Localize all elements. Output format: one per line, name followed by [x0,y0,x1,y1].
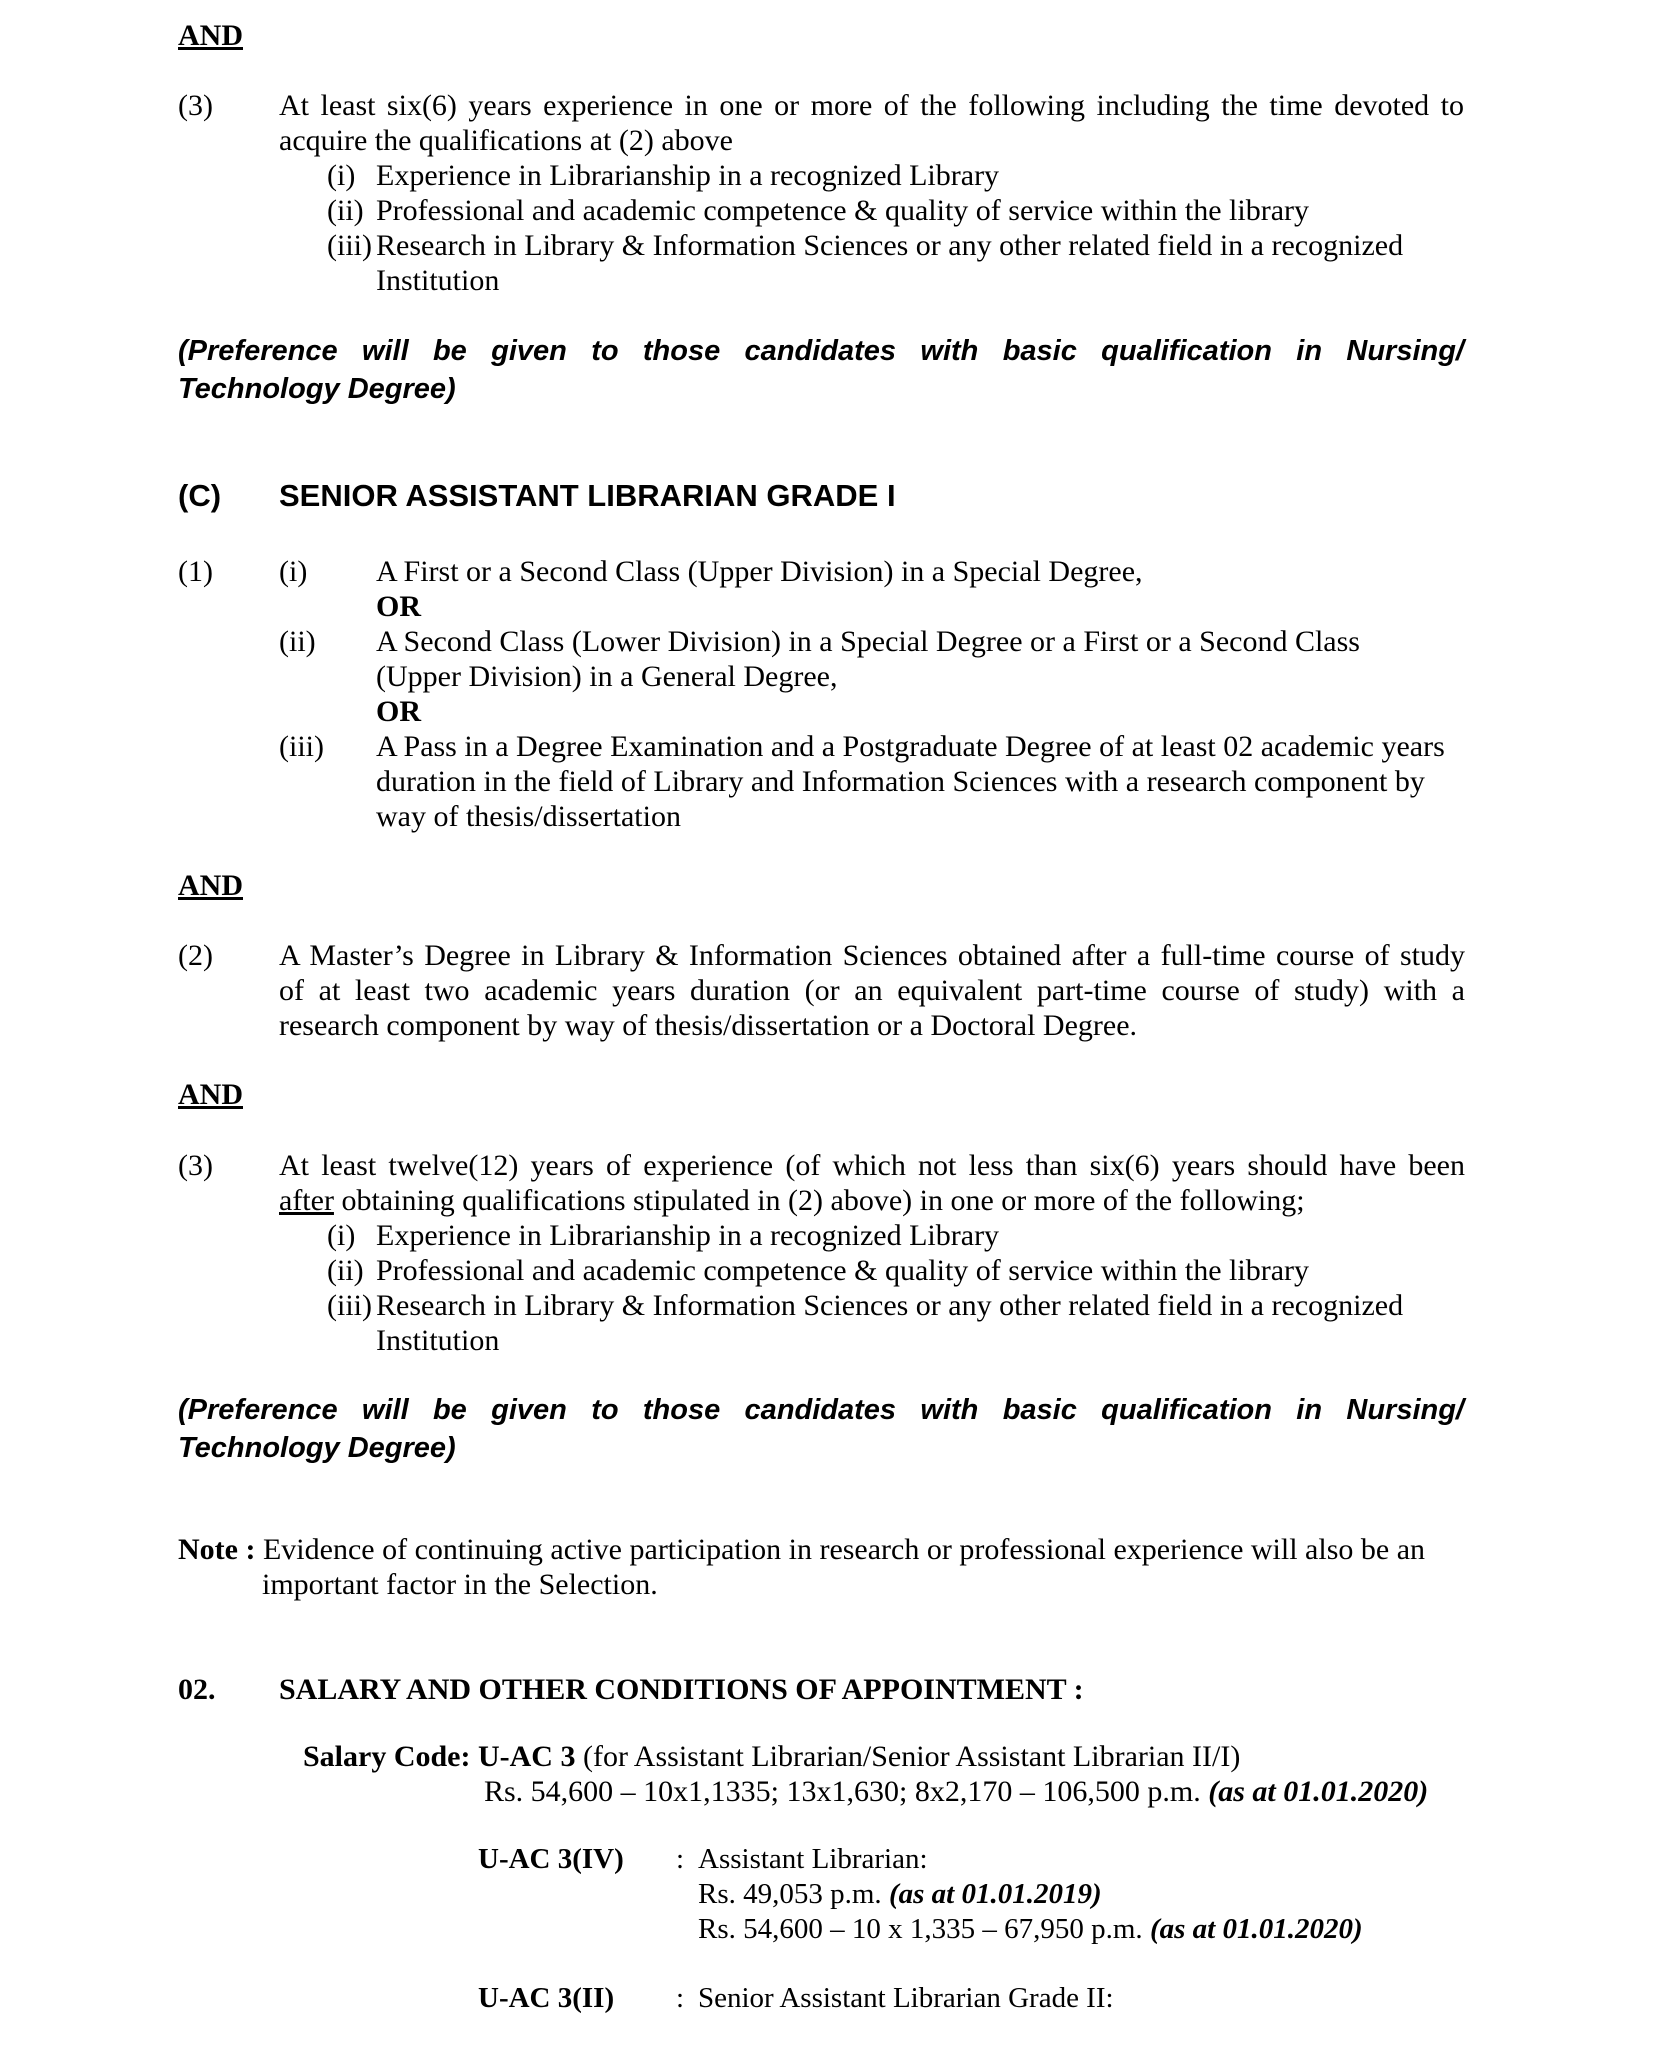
option-number: (i) [279,555,308,588]
salary-scale: Rs. 54,600 – 10x1,1335; 13x1,630; 8x2,170 – 106,500 p.m. [484,1775,1209,1808]
subitem-text: Research in Library & Information Sciences or any other related field in a recognized [376,229,1404,262]
grade-code: U-AC 3(II) [478,1982,615,2014]
option-text: way of thesis/dissertation [376,800,681,833]
item-number: (3) [178,89,213,122]
paragraph-line: At least six(6) years experience in one or more of the following including the time devoted to [279,89,1464,122]
grade-colon: : [676,1982,685,2014]
option-number: (iii) [279,730,324,763]
subitem-number: (ii) [327,194,364,227]
salary-scale-line [484,1774,1428,1809]
preference-note-cont: Technology Degree) [178,373,456,405]
subitem-number: (iii) [327,229,372,262]
subitem-text: Professional and academic competence & quality of service within the library [376,194,1310,227]
note-text: Evidence of continuing active participation in research or professional experience will also be an [255,1533,1426,1566]
note-label: Note : [178,1533,256,1566]
and-label: AND [178,19,243,52]
subitem-number: (i) [327,159,356,192]
note-line [178,1532,1425,1567]
subitem-text: Research in Library & Information Sciences or any other related field in a recognized [376,1289,1404,1322]
paragraph-line [279,1183,1305,1218]
subitem-number: (ii) [327,1254,364,1287]
subitem-number: (iii) [327,1289,372,1322]
item-number: (2) [178,939,213,972]
note-line-cont: important factor in the Selection. [262,1568,658,1601]
item-number: (3) [178,1149,213,1182]
subitem-number: (i) [327,1219,356,1252]
preference-note-cont: Technology Degree) [178,1432,456,1464]
subitem-text: Professional and academic competence & quality of service within the library [376,1254,1310,1287]
salary-code-line [303,1739,1240,1774]
and-label: AND [178,869,243,902]
grade-salary: Rs. 49,053 p.m. [698,1878,889,1910]
grade-salary: Rs. 54,600 – 10 x 1,335 – 67,950 p.m. [698,1913,1150,1945]
preference-note: (Preference will be given to those candidates with basic qualification in Nursing/ [178,1394,1464,1426]
grade-title: Assistant Librarian: [698,1843,928,1875]
paragraph-line: acquire the qualifications at (2) above [279,124,733,157]
preference-note: (Preference will be given to those candidates with basic qualification in Nursing/ [178,335,1464,367]
grade-code: U-AC 3(IV) [478,1843,624,1875]
section-number: 02. [178,1673,216,1706]
paragraph-line: of at least two academic years duration (or an equivalent part-time course of study) with a [279,974,1465,1007]
grade-title: Senior Assistant Librarian Grade II: [698,1982,1114,2014]
salary-date: (as at 01.01.2020) [1208,1775,1429,1808]
paragraph-line: research component by way of thesis/dissertation or a Doctoral Degree. [279,1009,1138,1042]
grade-colon: : [676,1843,685,1875]
option-number: (ii) [279,625,316,658]
grade-salary-line [698,1912,1363,1947]
section-title: SENIOR ASSISTANT LIBRARIAN GRADE I [279,478,896,513]
paragraph-line: A Master’s Degree in Library & Information Sciences obtained after a full-time course of study [279,939,1465,972]
option-text: A Pass in a Degree Examination and a Postgraduate Degree of at least 02 academic years [376,730,1445,763]
subitem-text: Experience in Librarianship in a recognized Library [376,159,1000,192]
or-label: OR [376,590,421,623]
subitem-continuation: Institution [376,1324,500,1357]
item-number: (1) [178,555,213,588]
line-rest: obtaining qualifications stipulated in (2) above) in one or more of the following; [333,1184,1305,1217]
grade-salary-date: (as at 01.01.2020) [1149,1913,1363,1945]
subitem-continuation: Institution [376,264,500,297]
subitem-text: Experience in Librarianship in a recognized Library [376,1219,1000,1252]
option-text: duration in the field of Library and Information Sciences with a research component by [376,765,1425,798]
underlined-word: after [279,1184,334,1217]
salary-code-desc: (for Assistant Librarian/Senior Assistant Librarian II/I) [575,1740,1241,1773]
grade-salary-date: (as at 01.01.2019) [888,1878,1102,1910]
grade-salary-line [698,1877,1102,1912]
salary-code-label: Salary Code: U-AC 3 [303,1740,576,1773]
section-letter: (C) [178,478,222,513]
paragraph-line: At least twelve(12) years of experience (of which not less than six(6) years should have been [279,1149,1465,1182]
section-title: SALARY AND OTHER CONDITIONS OF APPOINTMENT : [279,1673,1084,1706]
option-text: (Upper Division) in a General Degree, [376,660,838,693]
option-text: A First or a Second Class (Upper Division) in a Special Degree, [376,555,1143,588]
option-text: A Second Class (Lower Division) in a Special Degree or a First or a Second Class [376,625,1360,658]
and-label: AND [178,1078,243,1111]
or-label: OR [376,695,421,728]
